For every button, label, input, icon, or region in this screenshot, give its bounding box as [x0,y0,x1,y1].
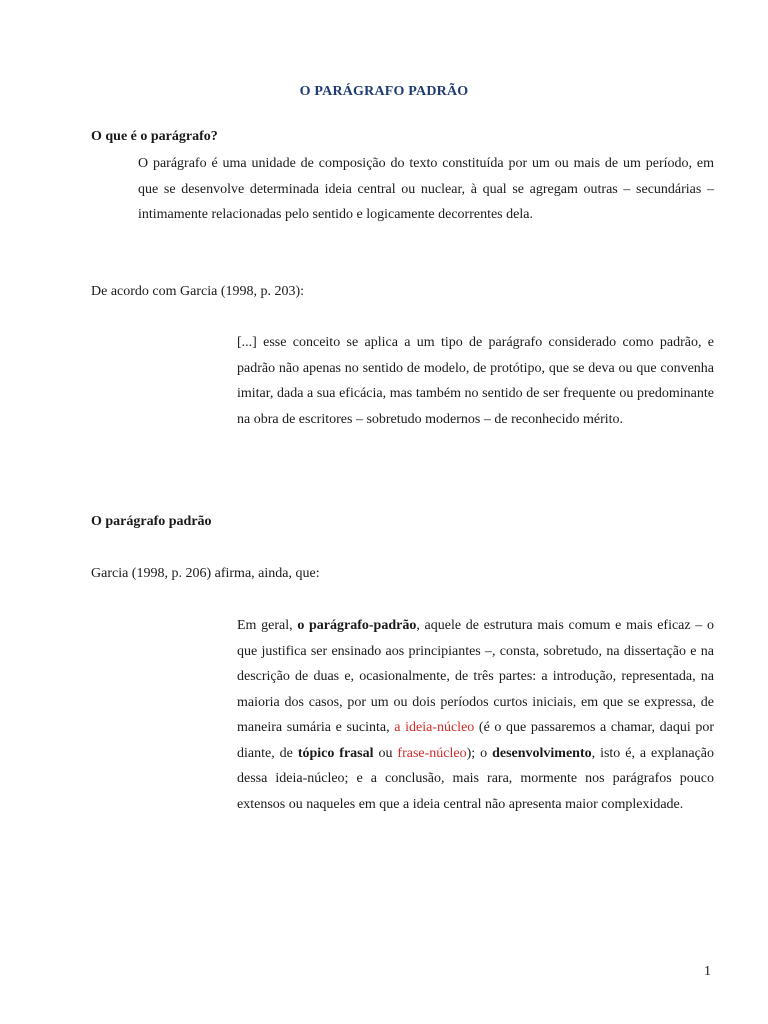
page-number: 1 [704,964,711,979]
bold-term-topico-frasal: tópico frasal [297,745,374,761]
citation-intro-1: De acordo com Garcia (1998, p. 203): [91,284,305,299]
section-heading-standard-paragraph: O parágrafo padrão [91,514,212,529]
citation-intro-2: Garcia (1998, p. 206) afirma, ainda, que: [91,566,320,581]
block-quote-1-text: [...] esse conceito se aplica a um tipo de parágrafo considerado como padrão, e padrão não apenas no sentido de modelo, de protótipo, que se deva ou que convenha imitar, dada a sua eficácia, mas também no sentido de ser frequente ou predominante na obra de escritores – sobretudo modernos – de reconhecido mérito. [237,335,714,427]
block-quote-2 [237,613,714,817]
highlight-frase-nucleo: frase-núcleo [397,745,467,761]
section-heading-what-is-paragraph: O que é o parágrafo? [91,129,218,144]
definition-text: O parágrafo é uma unidade de composição do texto constituída por um ou mais de um período, em que se desenvolve determinada ideia central ou nuclear, à qual se agregam outras – secundárias – intimamente relacionadas pelo sentido e logicamente decorrentes dela. [138,156,714,222]
block-quote-1 [237,330,714,432]
definition-paragraph [138,151,714,228]
bold-term-paragrafo-padrao: o parágrafo-padrão [297,618,417,633]
document-title: O PARÁGRAFO PADRÃO [299,84,469,99]
highlight-ideia-nucleo: a ideia-núcleo [394,720,475,735]
bold-term-desenvolvimento: desenvolvimento [492,745,592,761]
block-quote-2-text: Em geral, o parágrafo-padrão, aquele de estrutura mais comum e mais eficaz – o que justifica ser ensinado aos principiantes –, consta, sobretudo, na dissertação e na descrição de duas e, ocasionalmente, de três partes: a introdução, representada, na maioria dos casos, por um ou dois períodos curtos iniciais, em que se expressa, de maneira sumária e sucinta, a ideia-núcleo (é o que passaremos a chamar, daqui por diante, de tópico frasal ou frase-núcleo); o desenvolvimento, isto é, a explanação dessa ideia-núcleo; e a conclusão, mais rara, mormente nos parágrafos pouco extensos ou naqueles em que a ideia central não apresenta maior complexidade. [237,618,715,812]
